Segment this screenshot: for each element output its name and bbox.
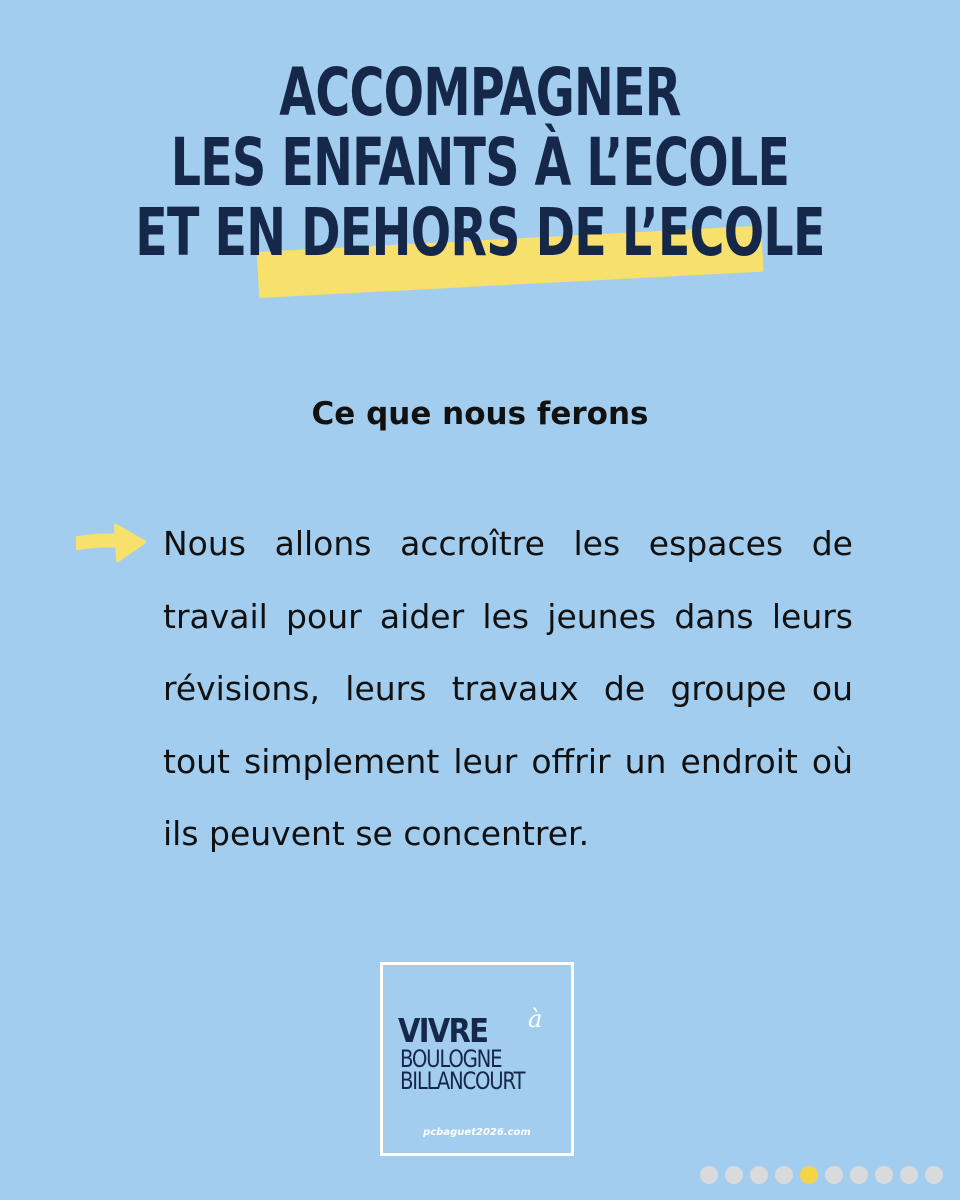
logo (380, 962, 574, 1156)
title-line-3: ET EN DEHORS DE L’ECOLE (135, 194, 825, 271)
carousel-dot[interactable] (725, 1166, 743, 1184)
carousel-dot[interactable] (800, 1166, 818, 1184)
page-title (0, 54, 960, 271)
logo-billancourt: BILLANCOURT (400, 1067, 525, 1095)
carousel-dot[interactable] (900, 1166, 918, 1184)
logo-a: à (528, 1005, 543, 1033)
carousel-dot[interactable] (775, 1166, 793, 1184)
title-line-1: ACCOMPAGNER (279, 54, 681, 131)
carousel-dot[interactable] (925, 1166, 943, 1184)
body-paragraph: Nous allons accroître les espaces de travail pour aider les jeunes dans leurs révisions, leurs travaux de groupe ou tout simplement leur offrir un endroit où ils peuvent se concentrer. (163, 524, 853, 853)
carousel-dot[interactable] (850, 1166, 868, 1184)
carousel-dots (700, 1166, 943, 1184)
logo-url: pcbaguet2026.com (423, 1127, 531, 1138)
logo-vivre: VIVRE (398, 1011, 488, 1050)
section-subtitle: Ce que nous ferons (311, 396, 649, 432)
carousel-dot[interactable] (825, 1166, 843, 1184)
carousel-dot[interactable] (700, 1166, 718, 1184)
title-line-2: LES ENFANTS À L’ECOLE (170, 124, 790, 201)
carousel-dot[interactable] (750, 1166, 768, 1184)
carousel-dot[interactable] (875, 1166, 893, 1184)
logo-boulogne: BOULOGNE (400, 1045, 502, 1073)
arrow-right-icon (76, 522, 148, 566)
